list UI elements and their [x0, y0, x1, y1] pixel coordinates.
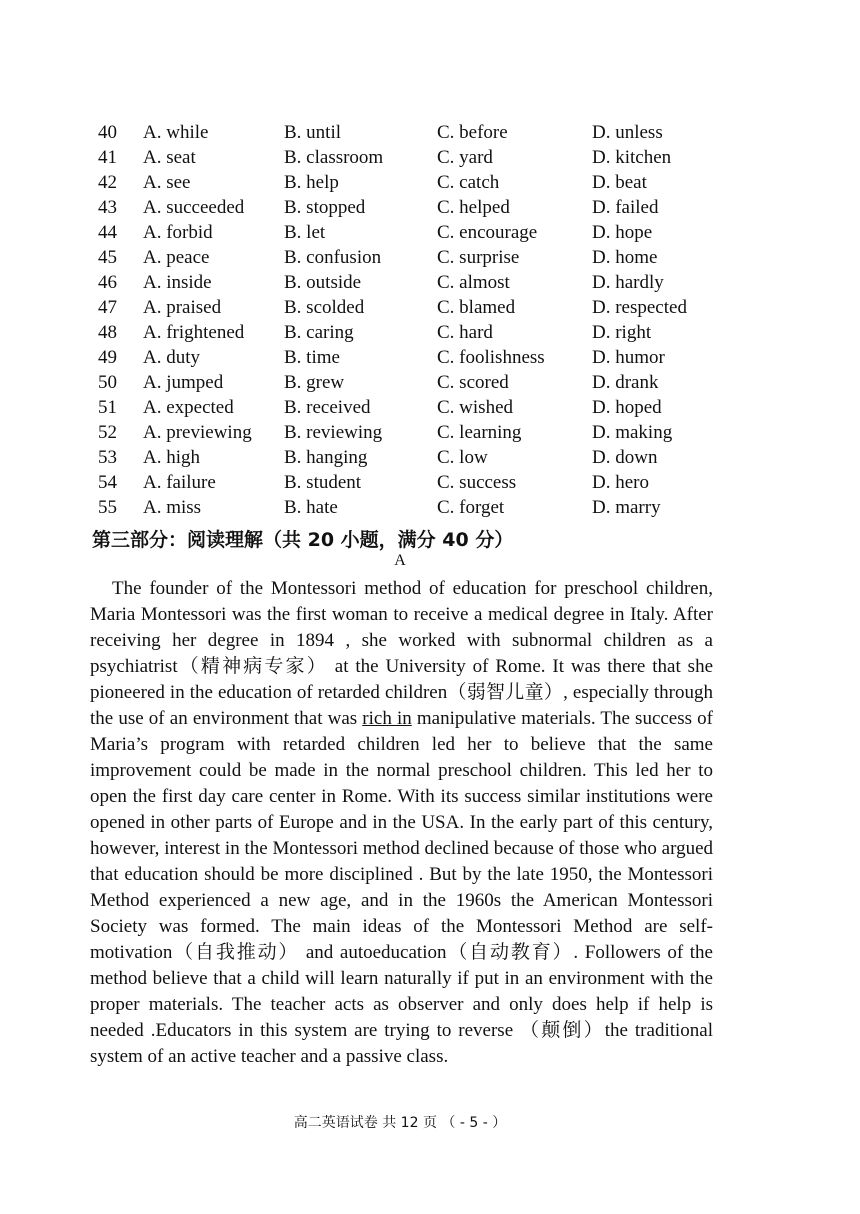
- question-row: [92, 120, 732, 145]
- question-number: 42: [98, 172, 117, 193]
- option-c: C. scored: [437, 372, 509, 393]
- option-a: A. previewing: [143, 422, 252, 443]
- option-d: D. right: [592, 322, 652, 343]
- question-number: 44: [98, 222, 117, 243]
- question-number: 43: [98, 197, 117, 218]
- option-c: C. surprise: [437, 247, 520, 268]
- question-number: 40: [98, 122, 117, 143]
- option-b: B. time: [284, 347, 340, 368]
- option-c: C. wished: [437, 397, 513, 418]
- question-number: 49: [98, 347, 117, 368]
- page-footer: 高二英语试卷 共 12 页 （ - 5 - ）: [293, 1115, 507, 1131]
- option-c: C. blamed: [437, 297, 516, 318]
- option-b: B. help: [284, 172, 339, 193]
- question-row: [92, 270, 732, 295]
- option-b: B. student: [284, 472, 362, 493]
- option-d: D. hoped: [592, 397, 662, 418]
- question-number: 48: [98, 322, 117, 343]
- cloze-options-table: [92, 120, 732, 520]
- question-number: 51: [98, 397, 117, 418]
- option-d: D. hero: [592, 472, 649, 493]
- question-number: 54: [98, 472, 117, 493]
- option-d: D. humor: [592, 347, 665, 368]
- question-number: 52: [98, 422, 117, 443]
- option-c: C. almost: [437, 272, 510, 293]
- option-b: B. hate: [284, 497, 338, 518]
- question-row: [92, 245, 732, 270]
- question-row: [92, 170, 732, 195]
- option-d: D. kitchen: [592, 147, 672, 168]
- passage-label: A: [394, 552, 406, 569]
- option-a: A. failure: [143, 472, 216, 493]
- option-a: A. frightened: [143, 322, 245, 343]
- question-row: [92, 195, 732, 220]
- question-number: 55: [98, 497, 117, 518]
- question-row: [92, 495, 732, 520]
- option-a: A. jumped: [143, 372, 224, 393]
- question-number: 50: [98, 372, 117, 393]
- question-row: [92, 370, 732, 395]
- section-title: 第三部分：阅读理解（共 20 小题，满分 40 分）: [92, 529, 514, 551]
- option-b: B. grew: [284, 372, 345, 393]
- option-c: C. learning: [437, 422, 522, 443]
- question-row: [92, 345, 732, 370]
- option-b: B. classroom: [284, 147, 384, 168]
- option-c: C. catch: [437, 172, 500, 193]
- option-a: A. miss: [143, 497, 202, 518]
- option-a: A. expected: [143, 397, 234, 418]
- option-a: A. inside: [143, 272, 212, 293]
- question-number: 46: [98, 272, 117, 293]
- question-row: [92, 445, 732, 470]
- question-row: [92, 145, 732, 170]
- option-d: D. hardly: [592, 272, 664, 293]
- question-row: [92, 295, 732, 320]
- option-b: B. hanging: [284, 447, 368, 468]
- option-c: C. before: [437, 122, 508, 143]
- option-d: D. respected: [592, 297, 687, 318]
- question-row: [92, 470, 732, 495]
- option-a: A. see: [143, 172, 191, 193]
- question-row: [92, 420, 732, 445]
- option-a: A. succeeded: [143, 197, 245, 218]
- option-b: B. reviewing: [284, 422, 383, 443]
- reading-passage: [90, 576, 713, 1070]
- option-a: A. peace: [143, 247, 210, 268]
- option-d: D. down: [592, 447, 658, 468]
- option-a: A. while: [143, 122, 209, 143]
- passage-text-part2: manipulative materials. The success of Maria’s program with retarded children led her to believe that the same improvement could be made in the normal preschool children. This led her to open the first day care center in Rome. With its success similar institutions were opened in other parts of Europe and in the USA. In the early part of this century, however, interest in the Montessori method declined because of those who argued that education should be more disciplined . But by the late 1950, the Montessori Method experienced a new age, and in the 1960s the American Montessori Society was formed. The main ideas of the Montessori Method are self-motivation（自我推动） and autoeducation（自动教育）. Followers of the method believe that a child will learn naturally if put in an environment with the proper materials. The teacher acts as observer and only does help if help is needed .Educators in this system are trying to reverse （颠倒）the traditional system of an active teacher and a passive class.: [90, 708, 713, 1067]
- option-c: C. helped: [437, 197, 510, 218]
- option-c: C. encourage: [437, 222, 538, 243]
- option-d: D. beat: [592, 172, 647, 193]
- option-b: B. until: [284, 122, 342, 143]
- question-row: [92, 220, 732, 245]
- option-b: B. stopped: [284, 197, 366, 218]
- passage-text-part1: The founder of the Montessori method of education for preschool children, Maria Montessori was the first woman to receive a medical degree in Italy. After receiving her degree in 1894 , she worked with subnormal children as a psychiatrist（精神病专家） at the University of Rome. It was there that she pioneered in the education of retarded children（弱智儿童）, especially through the use of an environment that was: [90, 578, 713, 729]
- option-a: A. duty: [143, 347, 200, 368]
- option-d: D. home: [592, 247, 658, 268]
- option-d: D. making: [592, 422, 673, 443]
- option-d: D. hope: [592, 222, 653, 243]
- option-c: C. forget: [437, 497, 505, 518]
- question-number: 47: [98, 297, 117, 318]
- option-b: B. scolded: [284, 297, 365, 318]
- option-b: B. confusion: [284, 247, 382, 268]
- option-c: C. low: [437, 447, 488, 468]
- option-c: C. yard: [437, 147, 493, 168]
- option-d: D. unless: [592, 122, 663, 143]
- question-row: [92, 320, 732, 345]
- option-a: A. praised: [143, 297, 222, 318]
- option-a: A. seat: [143, 147, 196, 168]
- option-c: C. hard: [437, 322, 493, 343]
- option-b: B. let: [284, 222, 326, 243]
- question-number: 53: [98, 447, 117, 468]
- option-a: A. high: [143, 447, 200, 468]
- question-number: 41: [98, 147, 117, 168]
- option-d: D. failed: [592, 197, 659, 218]
- underlined-phrase: rich in: [362, 708, 412, 729]
- question-number: 45: [98, 247, 117, 268]
- option-c: C. foolishness: [437, 347, 545, 368]
- option-d: D. marry: [592, 497, 661, 518]
- cloze-options-body: [92, 120, 732, 520]
- option-b: B. outside: [284, 272, 362, 293]
- question-row: [92, 395, 732, 420]
- option-a: A. forbid: [143, 222, 213, 243]
- option-b: B. received: [284, 397, 371, 418]
- option-b: B. caring: [284, 322, 354, 343]
- option-c: C. success: [437, 472, 517, 493]
- option-d: D. drank: [592, 372, 659, 393]
